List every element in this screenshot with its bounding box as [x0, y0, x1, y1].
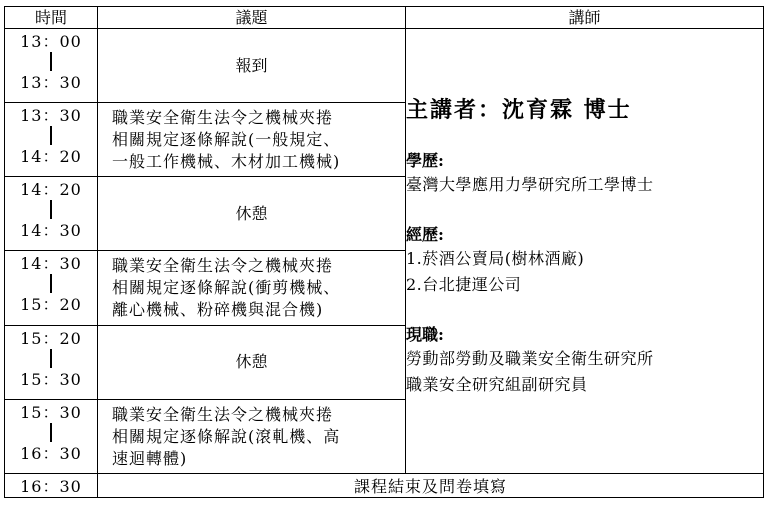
education-text: 臺灣大學應用力學研究所工學博士	[406, 175, 654, 195]
time-cell	[5, 251, 98, 325]
end-time: 14：30	[20, 221, 82, 241]
topic-line: 相關規定逐條解說(衝剪機械、	[112, 278, 341, 298]
time-cell	[5, 177, 98, 251]
start-time: 15：20	[20, 328, 82, 348]
start-time: 13：00	[20, 32, 82, 52]
topic-line: 相關規定逐條解說(滾軋機、高	[112, 426, 341, 446]
time-cell	[5, 399, 98, 473]
session-row	[5, 29, 764, 103]
current-item: 勞動部勞動及職業安全衛生研究所	[406, 349, 654, 369]
speaker-name: 主講者：沈育霖 博士	[406, 97, 632, 124]
header-time: 時間	[5, 7, 98, 29]
end-time: 15：20	[20, 295, 82, 315]
closing-text: 課程結束及問卷填寫	[98, 473, 764, 497]
topic-cell	[98, 325, 406, 399]
topic-cell	[98, 103, 406, 177]
closing-row	[5, 473, 764, 497]
current-label: 現職:	[406, 325, 444, 345]
topic-line: 速迴轉體)	[112, 448, 188, 468]
topic-cell	[98, 399, 406, 473]
time-divider	[5, 347, 97, 371]
start-time: 14：20	[20, 180, 82, 200]
end-time: 16：30	[20, 443, 82, 463]
topic-line: 職業安全衛生法令之機械夾捲	[112, 256, 334, 276]
header-row	[5, 7, 764, 29]
topic-cell	[98, 251, 406, 325]
start-time: 14：30	[20, 254, 82, 274]
topic-text: 休憩	[235, 203, 268, 223]
header-speaker: 講師	[406, 7, 764, 29]
topic-line: 離心機械、粉碎機與混合機)	[112, 300, 324, 320]
experience-item: 1.菸酒公賣局(樹林酒廠)	[406, 249, 585, 269]
topic-line: 相關規定逐條解說(一般規定、	[112, 130, 341, 150]
topic-cell	[98, 177, 406, 251]
time-divider	[5, 198, 97, 222]
current-item: 職業安全研究組副研究員	[406, 375, 588, 395]
topic-line: 職業安全衛生法令之機械夾捲	[112, 404, 334, 424]
end-time: 14：20	[20, 147, 82, 167]
speaker-cell	[406, 29, 764, 474]
time-cell	[5, 325, 98, 399]
experience-item: 2.台北捷運公司	[406, 275, 522, 295]
closing-time: 16：30	[5, 473, 98, 497]
end-time: 15：30	[20, 369, 82, 389]
education-label: 學歷:	[406, 151, 444, 171]
time-divider	[5, 50, 97, 74]
topic-text: 報到	[235, 55, 268, 75]
time-cell	[5, 103, 98, 177]
topic-text: 休憩	[235, 352, 268, 372]
end-time: 13：30	[20, 73, 82, 93]
agenda-table	[4, 6, 764, 498]
topic-cell	[98, 29, 406, 103]
topic-line: 一般工作機械、木材加工機械)	[112, 152, 341, 172]
time-divider	[5, 272, 97, 296]
time-cell	[5, 29, 98, 103]
start-time: 15：30	[20, 402, 82, 422]
time-divider	[5, 421, 97, 445]
start-time: 13：30	[20, 106, 82, 126]
topic-line: 職業安全衛生法令之機械夾捲	[112, 108, 334, 128]
header-topic: 議題	[98, 7, 406, 29]
experience-label: 經歷:	[406, 225, 444, 245]
time-divider	[5, 124, 97, 148]
